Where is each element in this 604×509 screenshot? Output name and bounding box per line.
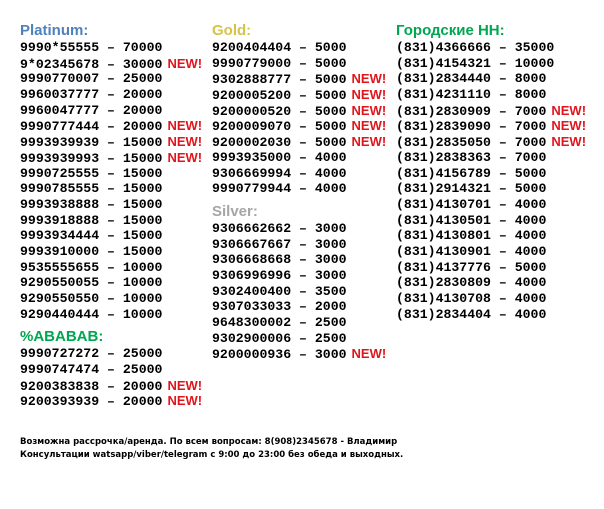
phone-number: (831)4154321 [396, 55, 491, 71]
phone-number: (831)4137776 [396, 259, 491, 275]
phone-number: (831)2914321 [396, 181, 491, 197]
price-value: 8000 [514, 71, 547, 87]
price-separator: – [291, 149, 315, 165]
price-value: 15000 [122, 228, 163, 244]
price-value: 15000 [122, 212, 163, 228]
price-separator: – [291, 347, 315, 363]
price-separator: – [490, 135, 515, 151]
phone-number: (831)4366666 [396, 40, 491, 55]
phone-number: 9306668668 [212, 252, 292, 268]
phone-number: 9990727272 [20, 346, 100, 362]
price-value: 70000 [122, 40, 163, 55]
price-value: 20000 [122, 378, 163, 394]
price-row [20, 197, 210, 213]
price-separator: – [291, 267, 315, 283]
phone-number: 9200383838 [20, 378, 100, 394]
price-value: 3000 [314, 267, 347, 283]
price-value: 4000 [514, 275, 547, 291]
price-separator: – [291, 135, 315, 151]
group-heading: Platinum: [20, 22, 89, 39]
price-row [396, 118, 596, 134]
price-row [20, 166, 210, 182]
phone-number: 9990*55555 [20, 40, 100, 55]
price-separator: – [99, 87, 123, 103]
price-value: 5000 [314, 135, 347, 151]
price-separator: – [99, 291, 123, 306]
price-row [396, 166, 596, 182]
price-row [396, 228, 596, 244]
price-value: 3000 [314, 252, 347, 268]
price-separator: – [99, 243, 123, 259]
price-value: 7000 [514, 119, 547, 135]
phone-number: (831)4156789 [396, 165, 491, 181]
new-badge: NEW! [167, 149, 203, 165]
price-row [212, 150, 392, 166]
price-separator: – [99, 346, 123, 362]
group-heading: %ABABAB: [20, 328, 104, 346]
price-separator: – [490, 212, 515, 228]
phone-number: 9993939939 [20, 135, 100, 151]
phone-number: (831)2834404 [396, 306, 491, 322]
phone-number: 9200000520 [212, 103, 292, 119]
phone-number: 9990725555 [20, 165, 100, 181]
price-value: 7000 [514, 103, 547, 119]
price-value: 5000 [314, 119, 347, 135]
new-badge: NEW! [551, 102, 587, 118]
price-separator: – [490, 259, 515, 275]
price-row [396, 275, 596, 291]
price-separator: – [99, 71, 123, 87]
phone-number: 9990747474 [20, 362, 100, 378]
price-separator: – [291, 252, 315, 268]
price-value: 25000 [122, 71, 163, 87]
price-row [20, 134, 210, 150]
new-badge: NEW! [351, 118, 387, 134]
phone-number: (831)2835050 [396, 135, 491, 151]
price-row [396, 244, 596, 260]
price-value: 7000 [514, 149, 547, 165]
phone-number: 9*02345678 [20, 56, 100, 72]
new-badge: NEW! [351, 346, 387, 362]
price-row [212, 315, 392, 331]
phone-number: 9200002030 [212, 135, 292, 151]
price-value: 7000 [514, 135, 547, 151]
price-value: 20000 [122, 87, 163, 103]
price-separator: – [490, 87, 515, 103]
footer-line-hours: Консультации watsapp/viber/telegram с 9:00 до 23:00 без обеда и выходных. [20, 450, 404, 460]
phone-number: 9290440444 [20, 306, 100, 322]
price-separator: – [99, 306, 123, 322]
price-separator: – [99, 378, 123, 394]
phone-number: 9200393939 [20, 394, 100, 410]
price-row [20, 118, 210, 134]
price-value: 5000 [514, 181, 547, 197]
phone-number: (831)4130701 [396, 196, 491, 212]
price-separator: – [490, 40, 515, 55]
price-separator: – [99, 362, 123, 378]
price-separator: – [291, 72, 315, 88]
new-badge: NEW! [351, 87, 387, 103]
phone-number: 9648300002 [212, 315, 292, 330]
price-row [20, 87, 210, 103]
phone-number: (831)2830909 [396, 103, 491, 119]
price-separator: – [291, 236, 315, 252]
price-separator: – [291, 315, 315, 330]
price-value: 20000 [122, 119, 163, 135]
phone-number: 9290550055 [20, 275, 100, 291]
price-row [396, 40, 596, 56]
price-separator: – [291, 299, 315, 315]
price-row [20, 103, 210, 119]
phone-number: 9306996996 [212, 267, 292, 283]
price-separator: – [490, 119, 515, 135]
new-badge: NEW! [351, 134, 387, 150]
price-separator: – [490, 71, 515, 87]
phone-number: 9993910000 [20, 243, 100, 259]
price-value: 5000 [314, 88, 347, 104]
price-separator: – [490, 228, 515, 244]
price-row [20, 244, 210, 260]
price-row [212, 299, 392, 315]
price-separator: – [490, 55, 515, 71]
price-separator: – [490, 275, 515, 291]
price-separator: – [291, 55, 315, 71]
price-separator: – [490, 149, 515, 165]
price-row [212, 237, 392, 253]
price-value: 10000 [122, 275, 163, 291]
price-value: 4000 [514, 196, 547, 212]
price-value: 15000 [122, 150, 163, 166]
price-value: 5000 [314, 40, 347, 55]
price-row [212, 56, 392, 72]
price-row [396, 291, 596, 307]
phone-number: 9306669994 [212, 165, 292, 181]
price-row [212, 252, 392, 268]
price-row [20, 362, 210, 378]
price-group [20, 328, 210, 409]
price-row [212, 118, 392, 134]
price-value: 20000 [122, 394, 163, 410]
price-row [396, 56, 596, 72]
phone-number: 9993934444 [20, 228, 100, 244]
new-badge: NEW! [551, 134, 587, 150]
price-row [20, 346, 210, 362]
price-value: 4000 [314, 181, 347, 197]
phone-number: (831)4231110 [396, 87, 491, 103]
price-row [20, 393, 210, 409]
price-column-1 [20, 22, 210, 409]
price-row [396, 71, 596, 87]
price-separator: – [99, 102, 123, 118]
phone-number: 9306662662 [212, 220, 292, 236]
price-separator: – [99, 150, 123, 166]
price-row [212, 221, 392, 237]
price-column-2 [212, 22, 392, 362]
new-badge: NEW! [167, 393, 203, 409]
price-value: 20000 [122, 102, 163, 118]
price-value: 4000 [514, 212, 547, 228]
price-row [212, 134, 392, 150]
phone-number: (831)2839090 [396, 119, 491, 135]
price-group [396, 22, 596, 322]
group-heading: Gold: [212, 22, 252, 39]
new-badge: NEW! [551, 118, 587, 134]
phone-number: 9990777444 [20, 119, 100, 135]
price-value: 4000 [514, 306, 547, 322]
price-row [212, 346, 392, 362]
price-value: 25000 [122, 362, 163, 378]
price-value: 4000 [514, 228, 547, 244]
new-badge: NEW! [351, 102, 387, 118]
price-value: 25000 [122, 346, 163, 362]
phone-number: (831)2834440 [396, 71, 491, 87]
price-row [20, 275, 210, 291]
price-separator: – [99, 181, 123, 197]
price-value: 10000 [122, 259, 163, 275]
price-separator: – [291, 181, 315, 197]
price-separator: – [99, 135, 123, 151]
footer-notes [20, 436, 590, 462]
price-row [212, 181, 392, 197]
price-row [20, 260, 210, 276]
price-row [20, 40, 210, 56]
price-separator: – [99, 228, 123, 244]
phone-number: 9990779944 [212, 181, 292, 197]
price-separator: – [99, 40, 123, 55]
price-row [212, 284, 392, 300]
price-value: 4000 [314, 165, 347, 181]
price-separator: – [291, 220, 315, 236]
phone-number: (831)4130708 [396, 291, 491, 306]
phone-number: (831)4130501 [396, 212, 491, 228]
price-separator: – [291, 283, 315, 299]
price-separator: – [99, 56, 123, 72]
price-value: 2500 [314, 330, 347, 346]
price-row [212, 331, 392, 347]
phone-number: 9302888777 [212, 72, 292, 88]
phone-number: 9200005200 [212, 88, 292, 104]
phone-number: 9302400400 [212, 283, 292, 299]
price-group [212, 22, 392, 197]
phone-number: (831)2838363 [396, 149, 491, 165]
price-group [20, 22, 210, 322]
price-separator: – [490, 306, 515, 322]
price-value: 2000 [314, 299, 347, 315]
price-row [20, 181, 210, 197]
price-separator: – [99, 119, 123, 135]
phone-number: 9306667667 [212, 236, 292, 252]
price-separator: – [291, 88, 315, 104]
price-value: 15000 [122, 181, 163, 197]
price-column-3 [396, 22, 596, 322]
phone-number: 9200009070 [212, 119, 292, 135]
price-row [212, 268, 392, 284]
price-value: 35000 [514, 40, 555, 55]
price-row [212, 87, 392, 103]
price-row [20, 228, 210, 244]
price-separator: – [490, 291, 515, 306]
price-separator: – [99, 259, 123, 275]
price-value: 5000 [314, 55, 347, 71]
phone-number: (831)4130801 [396, 228, 491, 244]
price-row [396, 197, 596, 213]
price-value: 15000 [122, 243, 163, 259]
price-row [20, 307, 210, 323]
price-separator: – [490, 181, 515, 197]
price-separator: – [99, 212, 123, 228]
phone-number: (831)2830809 [396, 275, 491, 291]
new-badge: NEW! [167, 377, 203, 393]
price-value: 15000 [122, 196, 163, 212]
phone-number: 9990779000 [212, 55, 292, 71]
new-badge: NEW! [167, 118, 203, 134]
price-separator: – [291, 330, 315, 346]
price-row [20, 213, 210, 229]
phone-number: 9302900006 [212, 330, 292, 346]
price-row [396, 150, 596, 166]
price-row [212, 71, 392, 87]
phone-number: 9990785555 [20, 181, 100, 197]
group-heading: Городские НН: [396, 22, 505, 39]
price-value: 8000 [514, 87, 547, 103]
phone-number: 9993918888 [20, 212, 100, 228]
price-value: 4000 [514, 291, 547, 306]
price-row [20, 71, 210, 87]
price-value: 30000 [122, 56, 163, 72]
price-separator: – [99, 275, 123, 291]
phone-number: 9993938888 [20, 196, 100, 212]
new-badge: NEW! [167, 134, 203, 150]
price-separator: – [99, 196, 123, 212]
price-row [396, 103, 596, 119]
price-separator: – [291, 165, 315, 181]
new-badge: NEW! [167, 55, 203, 71]
price-row [20, 56, 210, 72]
phone-number: 9960037777 [20, 87, 100, 103]
price-value: 4000 [514, 243, 547, 259]
price-group [212, 203, 392, 362]
price-row [20, 378, 210, 394]
phone-number: 9200404404 [212, 40, 292, 55]
price-row [396, 260, 596, 276]
price-row [212, 166, 392, 182]
price-row [396, 181, 596, 197]
phone-number: (831)4130901 [396, 243, 491, 259]
price-value: 3000 [314, 220, 347, 236]
price-value: 5000 [514, 165, 547, 181]
phone-number: 9993939993 [20, 150, 100, 166]
phone-number: 9535555655 [20, 259, 100, 275]
phone-number: 9200000936 [212, 347, 292, 363]
price-separator: – [490, 103, 515, 119]
price-value: 10000 [514, 55, 555, 71]
price-separator: – [99, 165, 123, 181]
price-value: 3000 [314, 236, 347, 252]
price-value: 15000 [122, 165, 163, 181]
footer-line-contact: Возможна рассрочка/аренда. По всем вопросам: 8(908)2345678 - Владимир [20, 437, 398, 447]
price-separator: – [490, 243, 515, 259]
price-row [20, 150, 210, 166]
price-row [212, 103, 392, 119]
price-value: 4000 [314, 149, 347, 165]
price-value: 10000 [122, 291, 163, 306]
phone-number: 9960047777 [20, 102, 100, 118]
phone-number: 9307033033 [212, 299, 292, 315]
price-separator: – [291, 119, 315, 135]
price-value: 5000 [314, 103, 347, 119]
phone-number: 9990770007 [20, 71, 100, 87]
price-row [212, 40, 392, 56]
price-separator: – [99, 394, 123, 410]
price-value: 5000 [314, 72, 347, 88]
price-separator: – [490, 196, 515, 212]
price-row [396, 87, 596, 103]
price-value: 15000 [122, 135, 163, 151]
price-value: 10000 [122, 306, 163, 322]
price-value: 5000 [514, 259, 547, 275]
price-row [396, 307, 596, 323]
group-heading: Silver: [212, 202, 258, 220]
price-separator: – [291, 40, 315, 55]
phone-number: 9993935000 [212, 149, 292, 165]
price-value: 2500 [314, 315, 347, 330]
new-badge: NEW! [351, 71, 387, 87]
price-row [396, 213, 596, 229]
price-row [20, 291, 210, 307]
phone-number: 9290550550 [20, 291, 100, 306]
price-value: 3000 [314, 347, 347, 363]
price-separator: – [291, 103, 315, 119]
price-separator: – [490, 165, 515, 181]
price-value: 3500 [314, 283, 347, 299]
price-row [396, 134, 596, 150]
